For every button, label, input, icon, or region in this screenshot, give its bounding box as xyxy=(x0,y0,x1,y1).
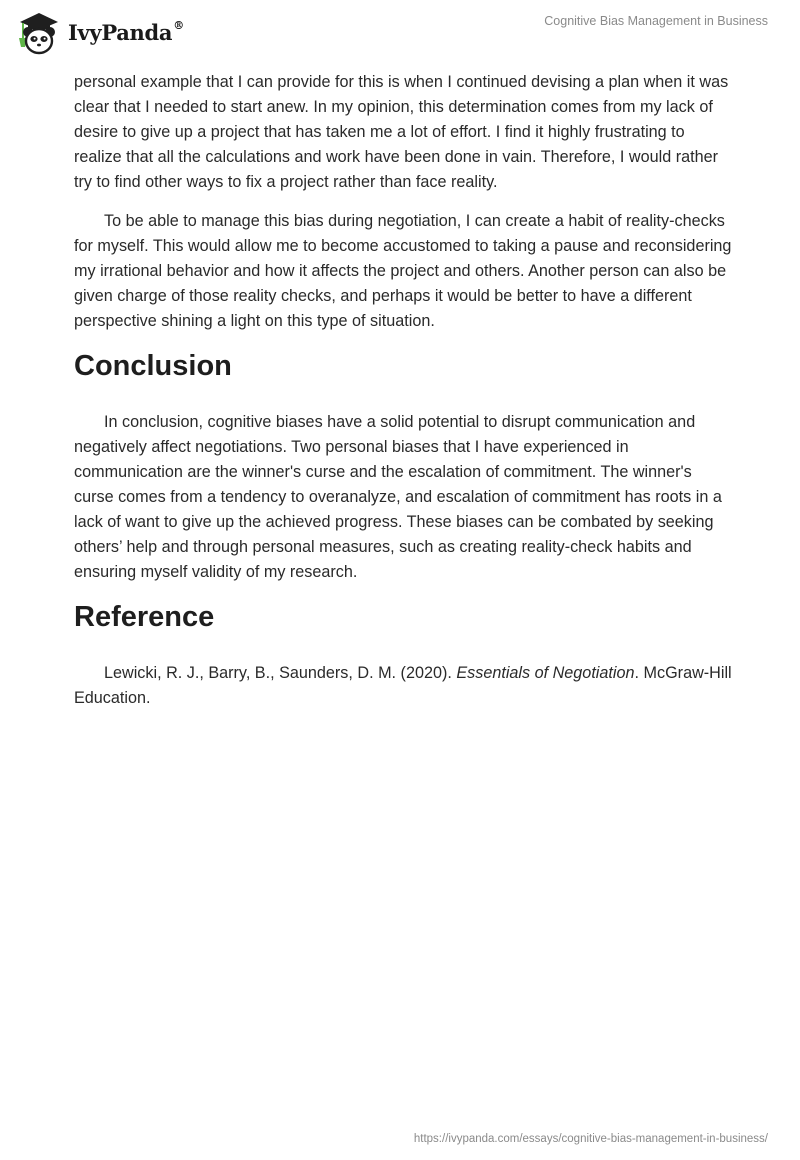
conclusion-paragraph: In conclusion, cognitive biases have a solid potential to disrupt communication and negatively affect negotiations. Two personal biases that I have experienced in communication are the winner's curse and the escalation of commitment. The winner's curse comes from a tendency to overanalyze, and escalation of commitment has roots in a lack of want to give up the achieved progress. These biases can be combated by seeking others’ help and through personal measures, such as creating reality-check habits and ensuring myself validity of my research. xyxy=(74,413,722,581)
reference-title: Essentials of Negotiation xyxy=(456,664,635,682)
brand-name: IvyPanda® xyxy=(68,18,184,45)
source-url[interactable]: https://ivypanda.com/essays/cognitive-bias-management-in-business/ xyxy=(413,1133,768,1145)
reference-heading: Reference xyxy=(74,601,215,633)
reference-authors: Lewicki, R. J., Barry, B., Saunders, D. M. (2020). xyxy=(104,664,457,682)
conclusion-heading: Conclusion xyxy=(74,350,232,382)
reference-entry xyxy=(74,661,734,711)
registered-mark: ® xyxy=(173,18,184,32)
panda-graduate-icon xyxy=(14,8,62,56)
paragraph: personal example that I can provide for this is when I continued devising a plan when it was clear that I needed to start anew. In my opinion, this determination comes from my lack of desire to give up a project that has taken me a lot of effort. I find it highly frustrating to realize that all the calculations and work have been done in vain. Therefore, I would rather try to find other ways to fix a project rather than face reality. xyxy=(74,73,729,191)
running-title: Cognitive Bias Management in Business xyxy=(544,14,768,28)
essay-body xyxy=(74,70,734,725)
page-header xyxy=(0,0,800,60)
paragraph: To be able to manage this bias during negotiation, I can create a habit of reality-checks for myself. This would allow me to become accustomed to taking a pause and reconsidering my irrational behavior and how it affects the project and others. Another person can also be given charge of those reality checks, and perhaps it would be better to have a different perspective shining a light on this type of situation. xyxy=(74,212,732,330)
reference-publisher: . McGraw-Hill Education. xyxy=(74,664,732,707)
ivypanda-logo[interactable] xyxy=(14,8,184,56)
